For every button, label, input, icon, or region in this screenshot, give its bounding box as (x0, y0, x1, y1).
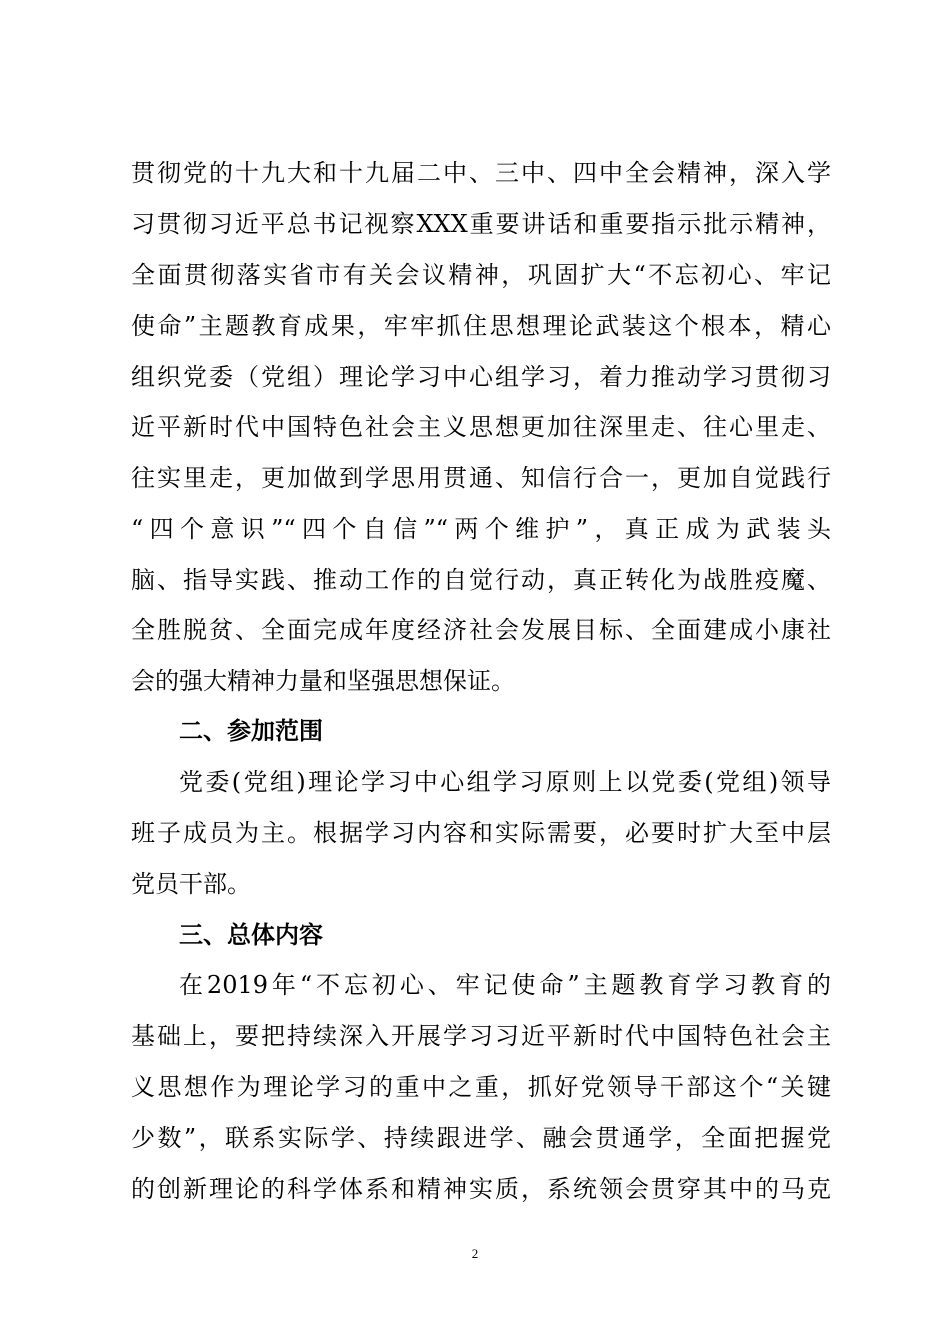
paragraph-line: 使命”主题教育成果，牢牢抓住思想理论武装这个根本，精心 (131, 312, 831, 340)
paragraph-line: 贯彻党的十九大和十九届二中、三中、四中全会精神，深入学 (131, 159, 831, 187)
paragraph-line: 习贯彻习近平总书记视察XXX重要讲话和重要指示批示精神， (131, 210, 831, 238)
paragraph-line: 基础上，要把持续深入开展学习习近平新时代中国特色社会主 (131, 1022, 831, 1050)
paragraph-line: 会的强大精神力量和坚强思想保证。 (131, 667, 515, 695)
paragraph-line: 少数”，联系实际学、持续跟进学、融会贯通学，全面把握党 (131, 1124, 831, 1152)
paragraph-line: 的创新理论的科学体系和精神实质，系统领会贯穿其中的马克 (131, 1175, 831, 1203)
paragraph-line: 全胜脱贫、全面完成年度经济社会发展目标、全面建成小康社 (131, 616, 831, 644)
paragraph-line: 组织党委（党组）理论学习中心组学习，着力推动学习贯彻习 (131, 363, 831, 391)
paragraph-line: 党委(党组)理论学习中心组学习原则上以党委(党组)领导 (179, 768, 831, 796)
paragraph-line: 全面贯彻落实省市有关会议精神，巩固扩大“不忘初心、牢记 (131, 261, 831, 289)
page-number: 2 (471, 1246, 479, 1261)
paragraph-line: 义思想作为理论学习的重中之重，抓好党领导干部这个“关键 (131, 1073, 831, 1101)
section-heading: 三、总体内容 (179, 921, 323, 949)
paragraph-line: 班子成员为主。根据学习内容和实际需要，必要时扩大至中层 (131, 819, 831, 847)
paragraph-line: “四个意识”“四个自信”“两个维护”，真正成为武装头 (131, 515, 831, 543)
paragraph-line: 脑、指导实践、推动工作的自觉行动，真正转化为战胜疫魔、 (131, 566, 831, 594)
paragraph-line: 往实里走，更加做到学思用贯通、知信行合一，更加自觉践行 (131, 464, 831, 492)
section-heading: 二、参加范围 (179, 717, 323, 745)
paragraph-line: 在2019年“不忘初心、牢记使命”主题教育学习教育的 (179, 971, 831, 999)
paragraph-line: 近平新时代中国特色社会主义思想更加往深里走、往心里走、 (131, 413, 831, 441)
paragraph-line: 党员干部。 (131, 870, 251, 898)
